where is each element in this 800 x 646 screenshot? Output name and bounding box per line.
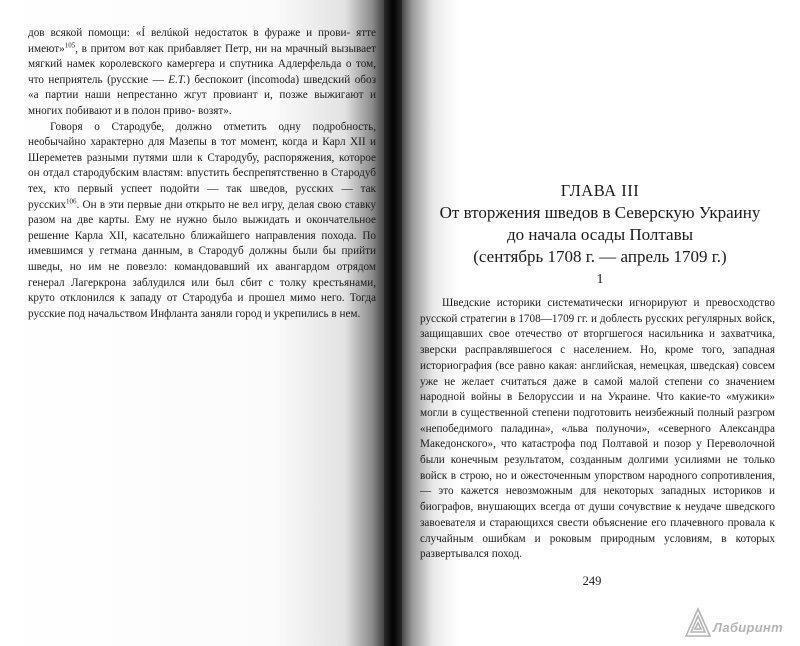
right-page-text: [420, 296, 775, 563]
page-number: 249: [582, 574, 602, 588]
chapter-heading: [420, 180, 780, 268]
chapter-title-line-2: до начала осады Полтавы: [506, 225, 694, 244]
section-number: 1: [596, 272, 604, 287]
text-span: ) беспокоит (incomoda) шведский обоз «а партии наши непрестанно жгут провиант и, позже выжигают и многих побивают и в полон приво- возят».: [28, 73, 376, 117]
body-paragraph: Шведские историки систематически игнорируют и превосходство русской стратегии в 1708—1709 гг. и доблесть русских регулярных войск, защищавших свое отечество от вторгшегося насильника и захватчика, зверски расправлявшегося с населением. Но, кроме того, западная историография (все равно какая: английская, немецкая, шведская) совсем уже не желает считаться даже в самой малой степени со значением народной войны в Белоруссии и на Украине. Что какие-то «мужики» могли в существенной степени подготовить неизбежный полный разгром «непобедимого паладина», «льва полуночи», «северного Александра Македонского», что катастрофа под Полтавой и позор у Переволочной были конечным результатом, созданным долгими усилиями не только войск в строю, но и ожесточенным упорством народного сопротивления, — это кажется невозможным для некоторых западных историков и биографов, внушающих всегда от души сочувствие к неудаче шведского завоевателя и старающихся свести объяснение его плачевного провала к случайным ошибкам и роковым природным условиям, в которых развертывался поход.: [420, 297, 775, 561]
text-line: дов всякой помощи: «Í велúкой недостаток в фураже и прови-: [28, 27, 351, 39]
chapter-dates: (сентябрь 1708 г. — апрель 1709 г.): [473, 247, 727, 266]
text-span: Говоря о Стародубе, должно отметить одну подробность, необычайно характерно для Мазепы в тот момент, когда и Карл XII и Шереметев разными путями шли к Стародубу, распоряжения, которое он отдал стародубским властям: впустить беспрепятственно в Стародуб тех, кто первый успеет подойти — так шведов, русских — так русских: [28, 120, 376, 211]
author-initials: Е.Т.: [168, 73, 187, 86]
book-spine: [384, 0, 402, 646]
watermark-text: Лабиринт: [713, 620, 784, 635]
left-page-text: [28, 26, 376, 322]
labirint-watermark: [683, 606, 795, 640]
chapter-label: ГЛАВА III: [560, 181, 640, 200]
continuation-paragraph: [28, 26, 376, 120]
footnote-ref: 106: [66, 196, 77, 205]
stardoub-paragraph: [28, 120, 376, 323]
text-span: . Он в эти первые дни открыто не вел игру, делая свою ставку разом на две карты. Ему не нужно было выжидать и окончательное решение Карла XII, касательно ближайшего направления похода. По имевшимся у гетмана данным, в Стародуб должны были бы прийти шведы, но им не повезло: командовавший их авангардом отрядом генерал Лагеркрона заблудился или был сбит с толку крестьянами, круто отклонился к западу от Стародуба и прошел мимо него. Тогда русские под начальством Инфланта заняли город и укрепились в нем.: [28, 198, 376, 320]
labyrinth-logo-icon: [683, 606, 713, 640]
footnote-ref: 105: [64, 40, 76, 49]
text-span: , в притом вот как прибавляет Петр, ни на мрачный вызывает мягкий намек королевского камергера и спутника Адлерфельда о том, что неприятель (русские —: [28, 42, 376, 86]
chapter-title-line-1: От вторжения шведов в Северскую Украину: [439, 203, 761, 222]
text-span: ятте имеют»: [28, 27, 377, 55]
